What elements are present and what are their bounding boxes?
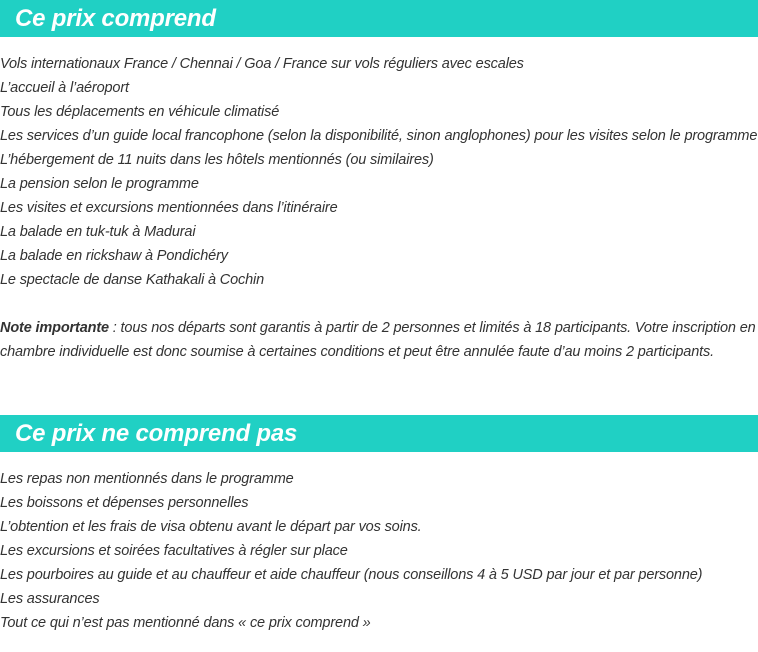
included-list-item: Le spectacle de danse Kathakali à Cochin: [0, 272, 265, 288]
important-note: [0, 316, 758, 364]
excluded-list-item: Les excursions et soirées facultatives à régler sur place: [0, 543, 348, 559]
included-list-item: Les services d’un guide local francophone (selon la disponibilité, sinon anglophones) pour les visites selon le programme: [0, 128, 758, 144]
included-list-item: La balade en tuk-tuk à Madurai: [0, 224, 196, 240]
excluded-list-item: Les repas non mentionnés dans le programme: [0, 471, 294, 487]
included-list: [0, 52, 758, 292]
included-list-item: Les visites et excursions mentionnées dans l’itinéraire: [0, 200, 338, 216]
included-section-title: Ce prix comprend: [15, 4, 216, 32]
included-list-item: L’accueil à l’aéroport: [0, 80, 129, 96]
excluded-list-item: L’obtention et les frais de visa obtenu avant le départ par vos soins.: [0, 519, 422, 535]
excluded-section-header: [0, 415, 758, 452]
excluded-list-item: Les boissons et dépenses personnelles: [0, 495, 249, 511]
included-section-header: [0, 0, 758, 37]
excluded-list-item: Les assurances: [0, 591, 100, 607]
excluded-section-title: Ce prix ne comprend pas: [15, 419, 298, 447]
included-list-item: Vols internationaux France / Chennai / Goa / France sur vols réguliers avec escales: [0, 56, 524, 72]
important-note-text: : tous nos départs sont garantis à partir de 2 personnes et limités à 18 participants. Votre inscription en chambre individuelle est donc soumise à certaines conditions et peut être annulée faute d’au moins 2 participants.: [0, 320, 756, 360]
excluded-list-item: Les pourboires au guide et au chauffeur et aide chauffeur (nous conseillons 4 à 5 USD par jour et par personne): [0, 567, 703, 583]
included-list-item: La balade en rickshaw à Pondichéry: [0, 248, 228, 264]
excluded-list-item: Tout ce qui n’est pas mentionné dans « ce prix comprend »: [0, 615, 371, 631]
excluded-list: [0, 467, 758, 635]
included-list-item: La pension selon le programme: [0, 176, 199, 192]
important-note-label: Note importante: [0, 320, 109, 336]
included-list-item: Tous les déplacements en véhicule climatisé: [0, 104, 280, 120]
included-list-item: L’hébergement de 11 nuits dans les hôtels mentionnés (ou similaires): [0, 152, 434, 168]
